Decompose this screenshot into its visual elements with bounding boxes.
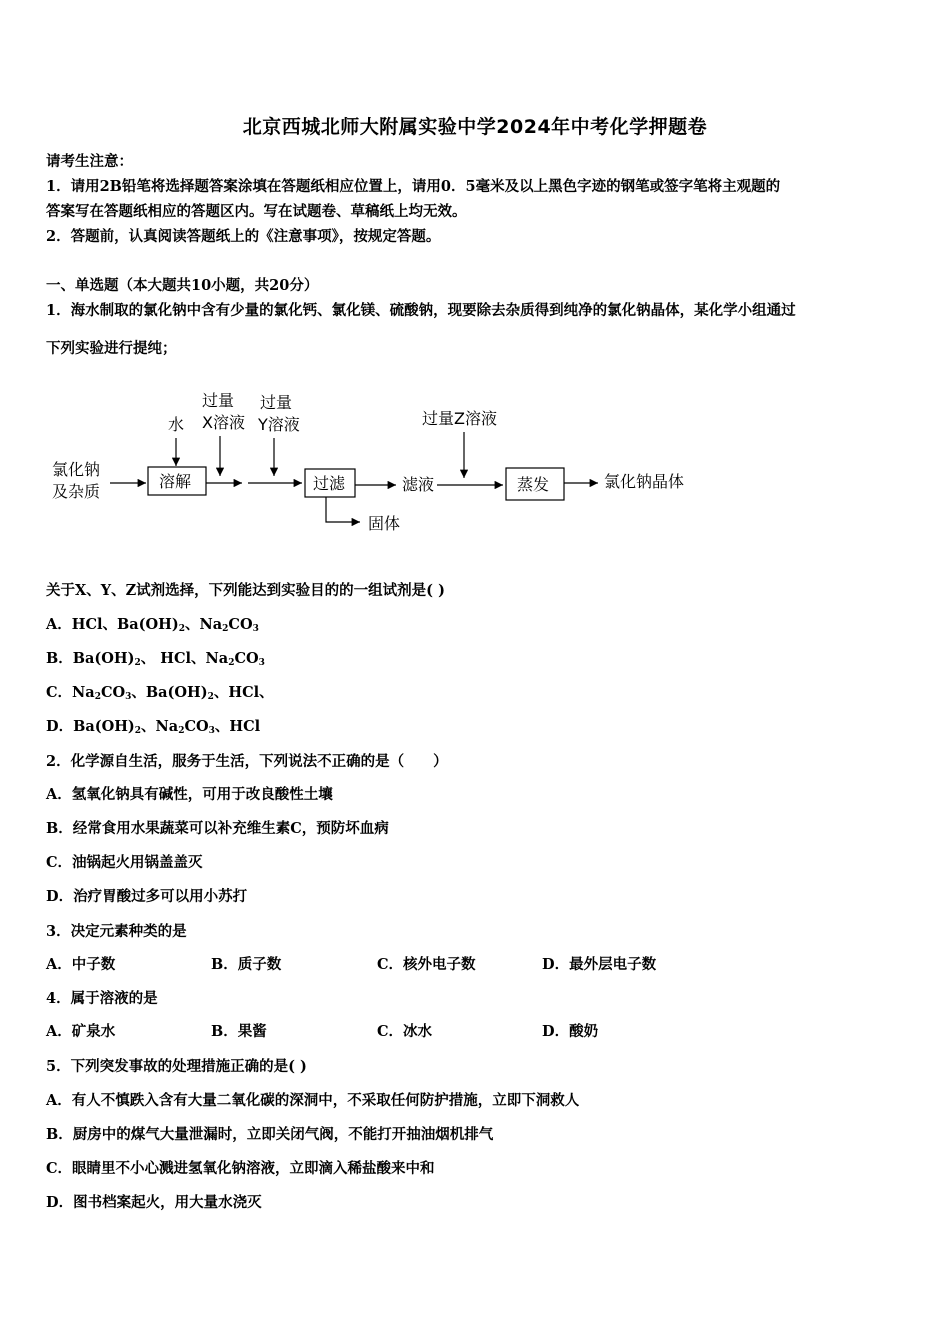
question-2-option-a: A．氢氧化钠具有碱性，可用于改良酸性土壤 (46, 786, 333, 803)
input-label-line-1: 氯化钠 (52, 460, 101, 479)
output-label: 氯化钠晶体 (604, 472, 685, 491)
question-5-option-a: A．有人不慎跌入含有大量二氧化碳的深洞中，不采取任何防护措施，立即下洞救人 (46, 1092, 580, 1109)
question-4-stem: 4．属于溶液的是 (46, 990, 158, 1007)
question-1-option-d: D．$Ba(OH)_2$、$Na_2CO_3$、HCl (46, 718, 261, 736)
question-5-option-d: D．图书档案起火，用大量水浇灭 (46, 1194, 262, 1211)
question-5-stem: 5．下列突发事故的处理措施正确的是( ) (46, 1058, 307, 1075)
question-1-option-b: B．$Ba(OH)_2$、 HCl、$Na_2CO_3$ (46, 650, 265, 668)
question-2-option-c: C．油锅起火用锅盖盖灭 (46, 854, 203, 871)
question-1-option-a: A．HCl、$Ba(OH)_2$、$Na_2CO_3$ (46, 616, 259, 634)
notice-item-1-line-2: 答案写在答题纸相应的答题区内。写在试题卷、草稿纸上均无效。 (46, 203, 467, 220)
notice-item-1-line-1: 1．请用2B铅笔将选择题答案涂填在答题纸相应位置上，请用0．5毫米及以上黑色字迹的钢笔或签字笔将主观题的 (46, 178, 781, 195)
question-2-stem: 2．化学源自生活，服务于生活，下列说法不正确的是（ ） (46, 753, 448, 770)
question-1-option-c: C．$Na_2CO_3$、$Ba(OH)_2$、HCl、 (46, 684, 274, 702)
evaporate-label: 蒸发 (517, 475, 550, 494)
question-3-stem: 3．决定元素种类的是 (46, 923, 187, 940)
filter-label: 过滤 (313, 474, 346, 493)
y-label-line-2: Y溶液 (258, 415, 300, 434)
question-3-option-c: C．核外电子数 (377, 956, 476, 973)
question-3-option-d: D．最外层电子数 (542, 956, 657, 973)
question-5-option-b: B．厨房中的煤气大量泄漏时，立即关闭气阀，不能打开抽油烟机排气 (46, 1126, 494, 1143)
filtrate-label: 滤液 (402, 475, 435, 494)
exam-title: 北京西城北师大附属实验中学2024年中考化学押题卷 (242, 116, 708, 138)
solid-label: 固体 (368, 514, 401, 533)
question-4-option-b: B．果酱 (211, 1023, 267, 1040)
question-3-option-a: A．中子数 (46, 956, 116, 973)
water-label: 水 (168, 415, 185, 434)
arrow-to-solid (326, 497, 360, 522)
question-1-stem-line-2: 下列实验进行提纯； (46, 340, 177, 357)
question-4-option-c: C．冰水 (377, 1023, 433, 1040)
purification-flow-diagram (0, 380, 950, 550)
x-label-line-1: 过量 (202, 391, 235, 410)
question-2-option-d: D．治疗胃酸过多可以用小苏打 (46, 888, 248, 905)
z-label: 过量Z溶液 (422, 409, 497, 428)
question-3-option-b: B．质子数 (211, 956, 282, 973)
notice-item-2: 2．答题前，认真阅读答题纸上的《注意事项》，按规定答题。 (46, 228, 441, 245)
input-label-line-2: 及杂质 (52, 482, 101, 501)
y-label-line-1: 过量 (260, 393, 293, 412)
question-4-option-a: A．矿泉水 (46, 1023, 116, 1040)
dissolve-label: 溶解 (159, 472, 192, 491)
question-1-stem-line-1: 1．海水制取的氯化钠中含有少量的氯化钙、氯化镁、硫酸钠，现要除去杂质得到纯净的氯化钠晶体，某化学小组通过 (46, 302, 796, 319)
x-label-line-2: X溶液 (202, 413, 245, 432)
question-5-option-c: C．眼睛里不小心溅进氢氧化钠溶液，立即滴入稀盐酸来中和 (46, 1160, 435, 1177)
question-4-option-d: D．酸奶 (542, 1023, 599, 1040)
question-1-prompt: 关于X、Y、Z试剂选择，下列能达到实验目的的一组试剂是( ) (46, 582, 445, 599)
notice-heading: 请考生注意： (46, 153, 133, 170)
question-2-option-b: B．经常食用水果蔬菜可以补充维生素C，预防坏血病 (46, 820, 389, 837)
section-heading: 一、单选题（本大题共10小题，共20分） (46, 277, 319, 294)
